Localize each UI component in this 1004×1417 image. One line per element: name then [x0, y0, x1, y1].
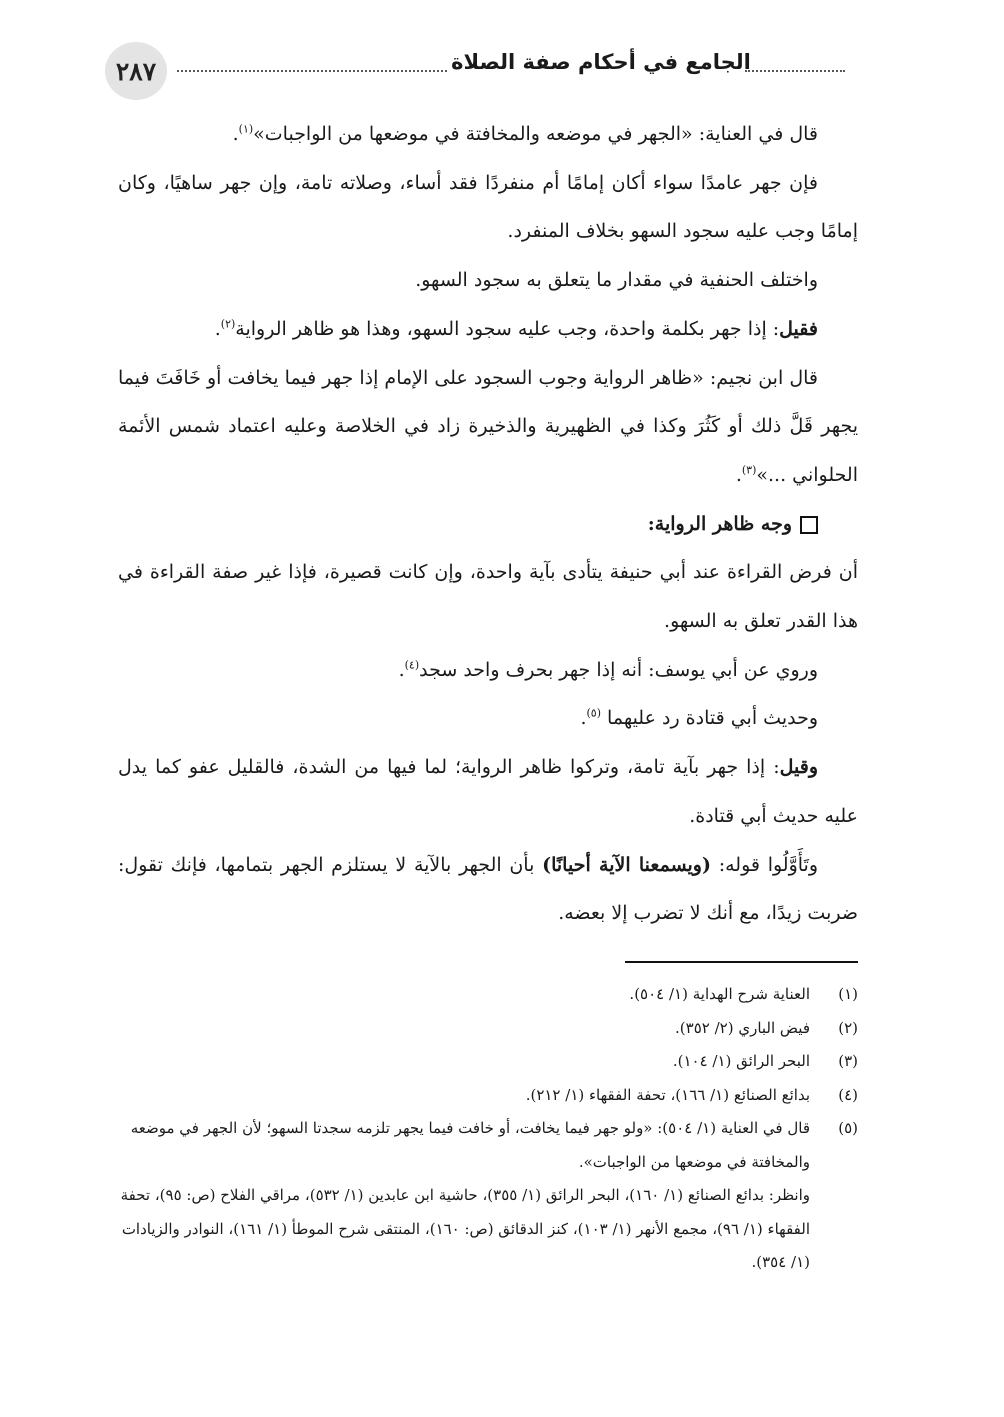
- footnote-number: (٥): [838, 1119, 858, 1137]
- bold-lead-word: فقيل: [779, 317, 818, 340]
- footnote-ref-1: (١): [238, 122, 254, 136]
- hadith-quote: (ويسمعنا الآية أحيانًا): [542, 853, 711, 876]
- paragraph-end: .: [580, 707, 587, 730]
- page-header: [105, 42, 855, 102]
- footnotes: [118, 978, 858, 1280]
- footnote-number: (٢): [838, 1018, 858, 1037]
- footnote-separator: [625, 961, 858, 963]
- paragraph-end: .: [398, 658, 405, 681]
- paragraph-4: [118, 305, 858, 354]
- footnote-number: (٤): [838, 1085, 858, 1104]
- footnote-text: قال في العناية (١/ ٥٠٤): «ولو جهر فيما يخافت، أو خافت فيما يجهر تلزمه سجدتا السهو؛ لأن الجهر في موضعه والمخافتة في موضعها من الواجبات».: [130, 1119, 810, 1171]
- footnote-text-references: وانظر: بدائع الصنائع (١/ ١٦٠)، البحر الرائق (١/ ٣٥٥)، حاشية ابن عابدين (١/ ٥٣٢)، مراقي الفلاح (ص: ٩٥)، تحفة الفقهاء (١/ ٩٦)، مجمع الأنهر (١/ ١٠٣)، كنز الدقائق (ص: ١٦٠)، المنتقى شرح الموطأ (١/ ١٦١)، النوادر والزيادات (١/ ٣٥٤).: [120, 1186, 810, 1271]
- paragraph-8: [118, 694, 858, 743]
- paragraph-10: [118, 841, 858, 938]
- footnote-item: [118, 1045, 858, 1079]
- footnote-text: العناية شرح الهداية (١/ ٥٠٤).: [629, 985, 810, 1003]
- header-dotted-leader-left: [177, 70, 447, 72]
- footnote-item: [118, 1112, 858, 1280]
- paragraph-text: بأن الجهر بالآية لا يستلزم الجهر بتمامها، فإنك تقول: ضربت زيدًا، مع أنك لا تضرب إلا بعضه.: [118, 853, 858, 925]
- paragraph-text: : إذا جهر بآية تامة، وتركوا ظاهر الرواية؛ لما فيها من الشدة، فالقليل عفو كما يدل عليه حديث أبي قتادة.: [118, 756, 858, 827]
- checkbox-square-icon: [800, 516, 818, 534]
- paragraph-text: قال في العناية: «الجهر في موضعه والمخافتة في موضعها من الواجبات»: [253, 123, 818, 145]
- paragraph-text: وتَأَوَّلُوا قوله:: [710, 853, 819, 876]
- paragraph-3: واختلف الحنفية في مقدار ما يتعلق به سجود السهو.: [415, 269, 818, 292]
- paragraph-7: [118, 646, 858, 695]
- paragraph-end: .: [735, 463, 742, 486]
- footnote-ref-2: (٢): [220, 317, 236, 331]
- footnote-text: فيض الباري (٢/ ٣٥٢).: [675, 1018, 810, 1037]
- footnote-text: البحر الرائق (١/ ١٠٤).: [672, 1052, 810, 1070]
- page-number: ٢٨٧: [105, 42, 167, 100]
- paragraph-text: : إذا جهر بكلمة واحدة، وجب عليه سجود السهو، وهذا هو ظاهر الرواية: [235, 317, 780, 340]
- main-text: [118, 110, 858, 938]
- paragraph-6: أن فرض القراءة عند أبي حنيفة يتأدى بآية واحدة، وإن كانت قصيرة، فإذا غير صفة القراءة في هذا القدر تعلق به السهو.: [118, 561, 858, 633]
- bold-lead-word: وقيل: [779, 756, 818, 779]
- footnote-ref-3: (٣): [741, 463, 757, 477]
- paragraph-end: .: [232, 123, 239, 145]
- paragraph-text: قال ابن نجيم: «ظاهر الرواية وجوب السجود على الإمام إذا جهر فيما يخافت أو خَافَتَ فيما يجهر قَلَّ ذلك أو كَثُرَ وكذا في الظهيرية والذخيرة زاد في الخلاصة وعليه اعتماد شمس الأئمة الحلواني ...»: [118, 366, 858, 486]
- paragraph-text: وحديث أبي قتادة رد عليهما: [607, 707, 818, 730]
- footnote-body: [118, 1112, 810, 1280]
- paragraph-2: فإن جهر عامدًا سواء أكان إمامًا أم منفردًا فقد أساء، وصلاته تامة، وإن جهر ساهيًا، وكان إمامًا وجب عليه سجود السهو بخلاف المنفرد.: [118, 171, 858, 243]
- footnote-ref-5: (٥): [586, 707, 601, 721]
- paragraph-text: وروي عن أبي يوسف: أنه إذا جهر بحرف واحد سجد: [419, 658, 818, 681]
- header-dotted-leader-right: [745, 70, 845, 72]
- footnote-item: [118, 978, 858, 1012]
- footnote-ref-4: (٤): [404, 658, 420, 672]
- running-title: الجامع في أحكام صفة الصلاة: [451, 50, 751, 74]
- footnote-item: [118, 1012, 858, 1046]
- footnote-item: [118, 1079, 858, 1113]
- paragraph-end: .: [214, 317, 221, 340]
- section-heading: [118, 500, 858, 549]
- footnote-number: (٣): [838, 1052, 858, 1070]
- paragraph-1: [118, 110, 858, 159]
- section-heading-text: وجه ظاهر الرواية:: [647, 512, 792, 535]
- paragraph-5: [118, 354, 858, 500]
- footnote-number: (١): [838, 985, 858, 1003]
- paragraph-9: [118, 743, 858, 840]
- footnote-text: بدائع الصنائع (١/ ١٦٦)، تحفة الفقهاء (١/ ٢١٢).: [525, 1085, 810, 1104]
